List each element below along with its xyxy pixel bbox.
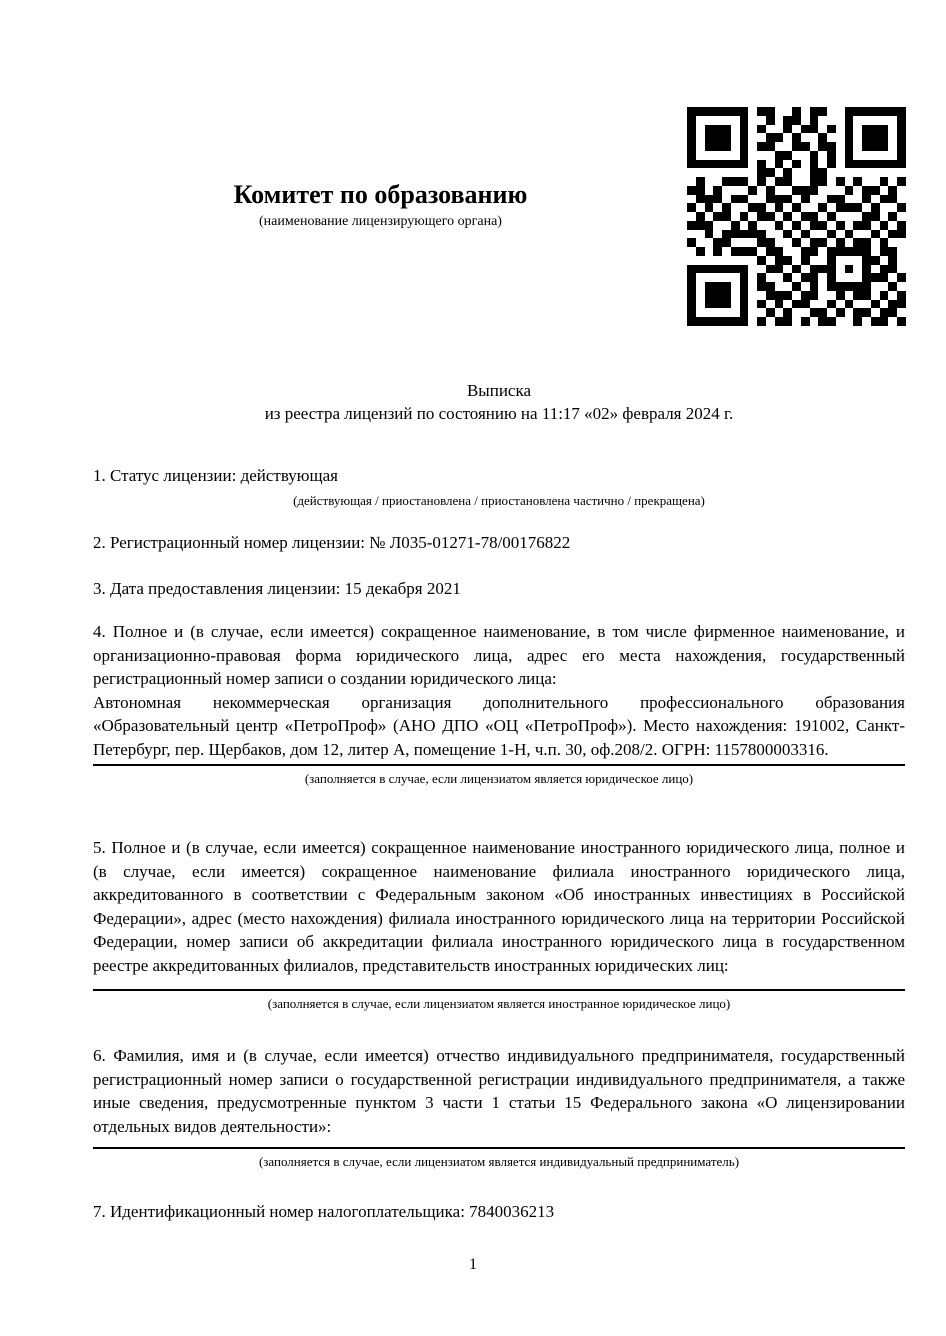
foreign-entity-item (93, 836, 905, 1011)
license-status-text: 1. Статус лицензии: действующая (93, 466, 338, 485)
foreign-entity-caption: (заполняется в случае, если лицензиатом является иностранное юридическое лицо) (267, 996, 731, 1011)
license-grant-date-text: 3. Дата предоставления лицензии: 15 декабря 2021 (93, 579, 461, 598)
fill-in-rule-foreign-entity (93, 989, 905, 991)
licensing-authority-caption: (наименование лицензирующего органа) (259, 214, 502, 229)
legal-entity-item (93, 620, 905, 786)
document-title-line1: Выписка (466, 381, 532, 400)
license-registration-number-item (93, 531, 905, 555)
entrepreneur-label: 6. Фамилия, имя и (в случае, если имеется) отчество индивидуального предпринимателя, государственный регистрационный номер записи о государственной регистрации индивидуального предпринимателя, а также иные сведения, предусмотренные пунктом 3 части 1 статьи 15 Федерального закона «О лицензировании отдельных видов деятельности»: (93, 1046, 905, 1136)
licensing-authority-header (93, 180, 668, 230)
fill-in-rule-entrepreneur (93, 1147, 905, 1149)
entrepreneur-caption: (заполняется в случае, если лицензиатом является индивидуальный предприниматель) (258, 1154, 740, 1169)
legal-entity-caption: (заполняется в случае, если лицензиатом является юридическое лицо) (304, 771, 694, 786)
license-status-item (93, 464, 905, 508)
entrepreneur-item (93, 1044, 905, 1169)
license-status-options-caption: (действующая / приостановлена / приостановлена частично / прекращена) (293, 492, 705, 508)
taxpayer-number-text: 7. Идентификационный номер налогоплательщика: 7840036213 (93, 1202, 555, 1221)
foreign-entity-label: 5. Полное и (в случае, если имеется) сокращенное наименование иностранного юридического лица, полное и (в случае, если имеется) сокращенное наименование филиала иностранного юридического лица, аккредитованного в соответствии с Федеральным законом «Об иностранных инвестициях в Российской Федерации», адрес (место нахождения) филиала иностранного юридического лица на территории Российской Федерации, номер записи об аккредитации филиала иностранного юридического лица в государственном реестре аккредитованных филиалов, представительств иностранных юридических лиц: (93, 838, 905, 975)
page-number: 1 (469, 1256, 477, 1273)
license-registration-number-text: 2. Регистрационный номер лицензии: № Л035-01271-78/00176822 (93, 533, 571, 552)
legal-entity-label: 4. Полное и (в случае, если имеется) сокращенное наименование, в том числе фирменное наименование, и организационно-правовая форма юридического лица, адрес его места нахождения, государственный регистрационный номер записи о создании юридического лица: (93, 622, 905, 688)
document-title (93, 379, 905, 425)
document-title-line2: из реестра лицензий по состоянию на 11:17 «02» февраля 2024 г. (264, 404, 734, 423)
license-grant-date-item (93, 577, 905, 601)
legal-entity-value: Автономная некоммерческая организация дополнительного профессионального образования «Образовательный центр «ПетроПроф» (АНО ДПО «ОЦ «ПетроПроф»). Место нахождения: 191002, Санкт-Петербург, пер. Щербаков, дом 12, литер А, помещение 1-Н, ч.п. 30, оф.208/2. ОГРН: 1157800003316. (93, 692, 905, 759)
fill-in-rule-legal-entity (93, 764, 905, 766)
qr-code (687, 107, 906, 326)
taxpayer-number-item (93, 1200, 905, 1224)
licensing-authority-name: Комитет по образованию (233, 180, 528, 209)
